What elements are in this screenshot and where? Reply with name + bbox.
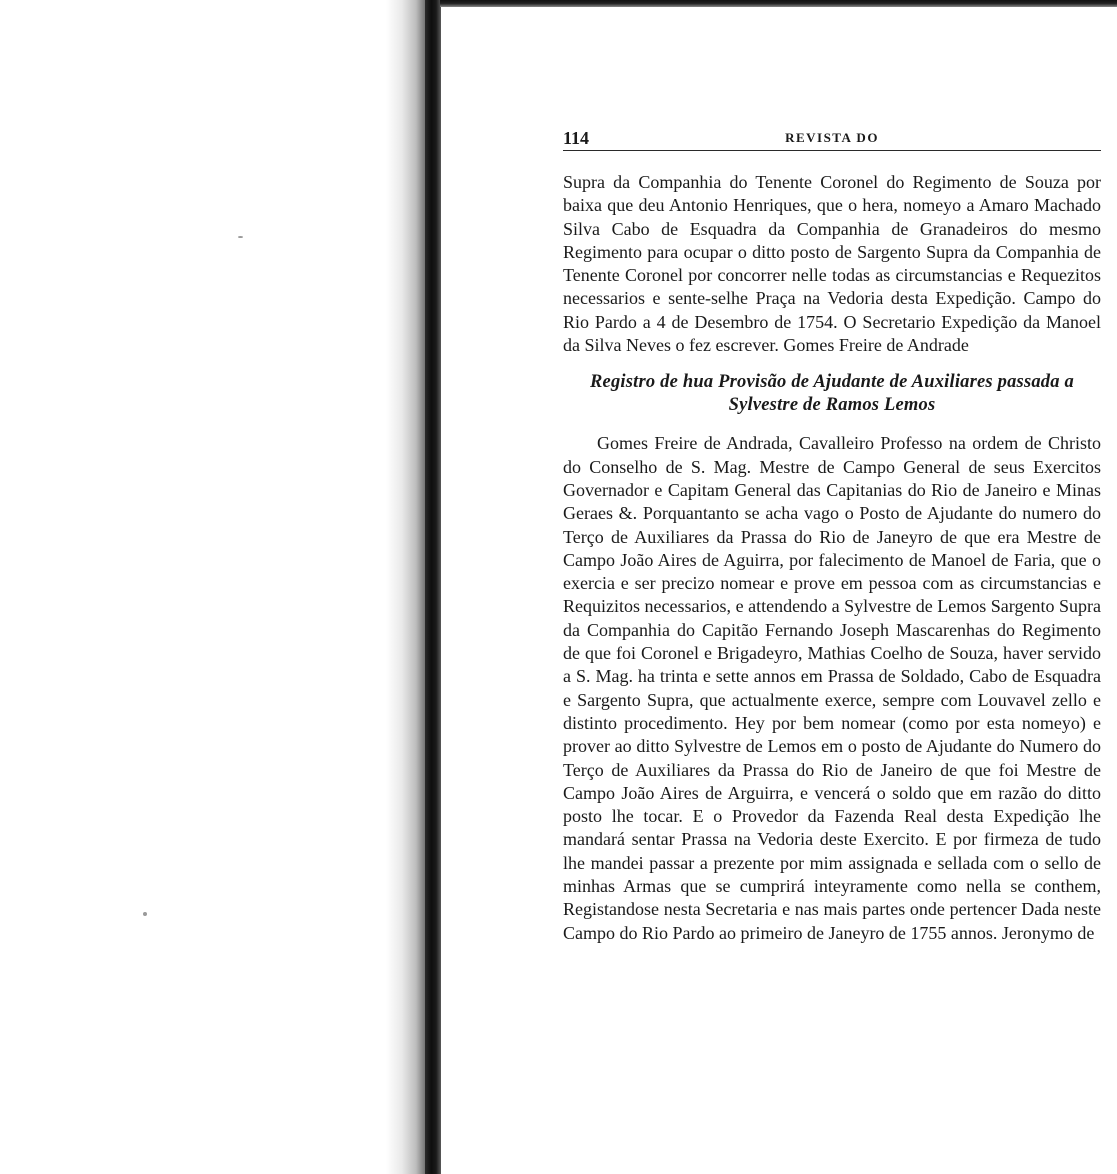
top-page-edge	[440, 0, 1117, 7]
body-paragraph: Gomes Freire de Andrada, Cavalleiro Professo na ordem de Christo do Conselho de S. Mag. Mestre de Campo General de seus Exercitos Governador e Capitam General das Capitanias do Rio de Janeiro e Minas Geraes &. Porquantanto se acha vago o Posto de Ajudante do numero do Terço de Auxiliares da Prassa do Rio de Janeyro de que era Mestre de Campo João Aires de Aguirra, por falecimento de Manoel de Faria, que o exercia e ser precizo nomear e prove em pessoa com as circumstancias e Requizitos necessarios, e attendendo a Sylvestre de Lemos Sargento Supra da Companhia do Capitão Fernando Joseph Mascarenhas do Regimento de que foi Coronel e Brigadeyro, Mathias Coelho de Souza, haver servido a S. Mag. ha trinta e sette annos em Prassa de Soldado, Cabo de Esquadra e Sargento Supra, que actualmente exerce, sempre com Louvavel zello e distinto procedimento. Hey por bem nomear (como por esta nomeyo) e prover ao ditto Sylvestre de Lemos em o posto de Ajudante do Numero do Terço de Auxiliares da Prassa do Rio de Janeiro de que foi Mestre de Campo João Aires de Arguirra, e vencerá o soldo que em razão do ditto posto lhe tocar. E o Provedor da Fazenda Real desta Expedição lhe mandará sentar Prassa na Vedoria deste Exercito. E por firmeza de tudo lhe mandei passar a prezente por mim assignada e sellada com o sello de minhas Armas que se cumprirá inteyramente como nella se conthem, Registandose nesta Secretaria e nas mais partes onde pertencer Dada neste Campo do Rio Pardo ao primeiro de Janeyro de 1755 annos. Jeronymo de	[563, 433, 1101, 943]
scan-speck	[143, 912, 147, 916]
book-spine-edge	[425, 0, 441, 1174]
running-title: REVISTA DO	[785, 130, 879, 145]
page-gutter	[0, 0, 440, 1174]
scan-speck	[238, 236, 243, 238]
page-number: 114	[563, 128, 590, 148]
running-header	[563, 120, 1101, 151]
section-heading: Registro de hua Provisão de Ajudante de Auxiliares passada a Sylvestre de Ramos Lemos	[590, 372, 1074, 416]
text-column	[563, 120, 1101, 945]
continuation-paragraph: Supra da Companhia do Tenente Coronel do Regimento de Souza por baixa que deu Antonio Henriques, que o hera, nomeyo a Amaro Machado Silva Cabo de Esquadra da Companhia de Granadeiros do mesmo Regimento para ocupar o ditto posto de Sargento Supra da Companhia de Tenente Coronel por concorrer nelle todas as circumstancias e Requezitos necessarios e sente-selhe Praça na Vedoria desta Expedição. Campo do Rio Pardo a 4 de Desembro de 1754. O Secretario Expedição da Manoel da Silva Neves o fez escrever. Gomes Freire de Andrade	[563, 172, 1101, 356]
binding-shadow	[386, 0, 426, 1174]
